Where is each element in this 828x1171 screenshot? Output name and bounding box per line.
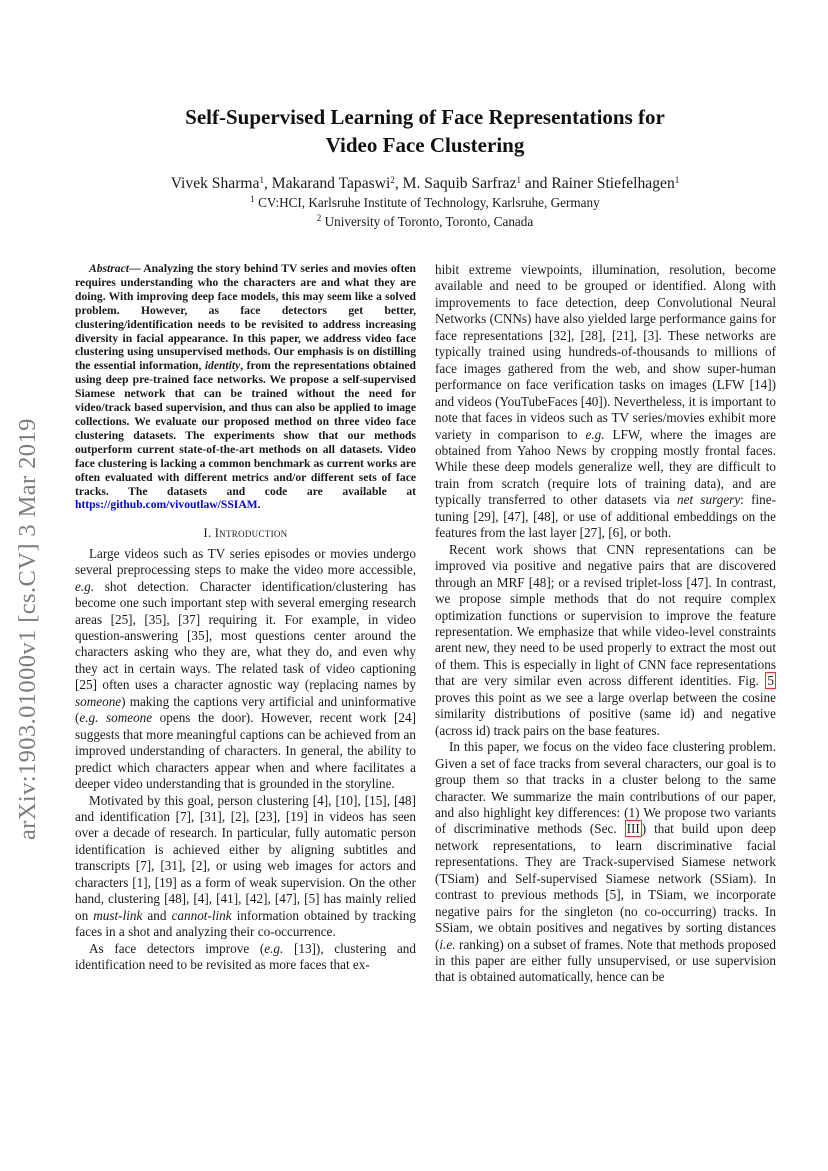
abstract-text: , from the representations obtained using deep pre-trained face networks. We propose a self-supervised Siamese network that can be trained without the need for video/track based supervision, and thus can also be applied to image collections. We evaluate our proposed method on three video face clustering datasets. The experiments show that our methods outperform current state-of-the-art methods on all datasets. Video face clustering is lacking a common benchmark as current works are often evaluated with different metrics and/or different sets of face tracks. The datasets and code are available at (75, 359, 416, 498)
paragraph-text: : fine-tuning [29], [47], [48], or use of additional embeddings on the features from the last layer [27], [6], or both. (435, 492, 776, 541)
paragraph-text: and (142, 907, 172, 923)
intro-paragraph-2 (75, 793, 416, 941)
abstract (75, 262, 416, 512)
paragraph-text: hibit extreme viewpoints, illumination, resolution, become available and need to be grouped or identified. Along with improvements to face detection, deep Convolutional Neural Networks (CNNs) have also yielded large performance gains for face representations [32], [28], [21], [3]. These networks are typically trained using hundreds-of-thousands to millions of face images gathered from the web, and show super-human performance on face verification tasks on images (LFW [14]) and videos (YouTubeFaces [40]). Nevertheless, it is important to note that faces in videos such as TV series/movies exhibit more variety in comparison to (435, 262, 777, 442)
title-line-1: Self-Supervised Learning of Face Representations for (185, 105, 665, 129)
affiliation-marker: 1 (259, 175, 264, 185)
paragraph-italic: net surgery (677, 492, 741, 508)
right-column (435, 262, 776, 986)
author-list (70, 174, 780, 194)
code-link[interactable]: https://github.com/vivoutlaw/SSIAM (75, 498, 258, 512)
title-line-2: Video Face Clustering (325, 133, 525, 157)
paragraph-text: As face detectors improve ( (89, 940, 265, 956)
paragraph-text: opens the door). However, recent work [24] suggests that more meaningful captions can be achieved from an improved understanding of characters. In general, the ability to predict which characters appear when and where facilitates a deeper video understanding that is grounded in the storyline. (75, 710, 417, 792)
author-name: , Makarand Tapaswi (263, 175, 391, 192)
abstract-dash: — (128, 262, 144, 275)
intro-paragraph-3 (75, 941, 416, 974)
affiliation-1 (70, 194, 780, 212)
paragraph-italic: someone (75, 693, 122, 709)
section-title: Introduction (214, 526, 288, 541)
paragraph-text: Motivated by this goal, person clustering [4], [10], [15], [48] and identification [7], [31], [2], [23], [19] in videos has seen over a decade of research. In particular, fully automatic person identification is achieved either by aligning subtitles and transcripts [7], [31], [2], or using web images for actors and characters [1], [19] as a form of weak supervision. On the other hand, clustering [48], [4], [41], [42], [47], [5] has mainly relied on (75, 792, 416, 923)
abstract-text: Analyzing the story behind TV series and movies often requires understanding who the characters are and what they are doing. With improving deep face models, this may seem like a solved problem. However, as face detectors get better, clustering/identification needs to be revisited to address increasing diversity in facial appearance. In this paper, we address video face clustering using unsupervised methods. Our emphasis is on distilling the essential information, (75, 262, 416, 373)
affiliation-marker: 1 (674, 175, 680, 185)
affiliation-marker: 2 (316, 213, 322, 223)
paragraph-italic: e.g. someone (79, 710, 153, 726)
paragraph-text: Recent work shows that CNN representations can be improved via positive and negative pairs that are discovered through an MRF [48]; or a revised triplet-loss [47]. In contrast, we propose simple methods that do not require complex optimization functions or supervision to improve the feature representation. We emphasize that while video-level constraints arent new, they need to be used properly to extract the most out of them. This is especially in light of CNN face representations that are very similar even across different identities. Fig. (435, 541, 776, 689)
affiliation-marker: 1 (516, 175, 522, 185)
paragraph-text: proves this point as we see a large overlap between the cosine similarity distributions of positive (same id) and negative (across id) track pairs on the base features. (435, 689, 776, 738)
figure-reference-link[interactable]: 5 (767, 673, 774, 689)
affiliation-text: University of Toronto, Toronto, Canada (321, 214, 534, 229)
paper-title (70, 103, 780, 159)
paragraph-italic: i.e. (439, 936, 456, 952)
paragraph-italic: must-link (93, 907, 143, 923)
abstract-emphasis: identity (204, 359, 241, 373)
paragraph-text: information obtained by tracking faces in a shot and analyzing their co-occurrence. (75, 907, 416, 940)
paragraph-text: ) making the captions very artificial and uninformative ( (75, 693, 416, 726)
paragraph-italic: e.g. (264, 940, 284, 956)
affiliation-marker: 1 (250, 194, 255, 204)
intro-paragraph-5 (435, 739, 776, 986)
author-name: , M. Saquib Sarfraz (394, 175, 517, 192)
section-heading-introduction (75, 525, 416, 541)
section-number: I. (203, 526, 215, 541)
paragraph-text: ranking) on a subset of frames. Note that methods proposed in this paper are either fully unsupervised, or use supervision that is obtained automatically, hence can be (435, 936, 776, 985)
paragraph-italic: cannot-link (171, 907, 232, 923)
paragraph-text: Large videos such as TV series episodes or movies undergo several preprocessing steps to make the video more accessible, (75, 545, 416, 578)
paragraph-italic: e.g. (585, 426, 605, 442)
affiliation-text: CV:HCI, Karlsruhe Institute of Technology, Karlsruhe, Germany (254, 195, 600, 210)
paragraph-italic: e.g. (75, 578, 95, 594)
paragraph-text: shot detection. Character identification/clustering has become one such important step with several emerging research areas [25], [35], [37] requiring it. For example, in video question-answering [35], most questions center around the characters asking who they are, what they do, and even why they act in certain ways. The related task of video captioning [25] often uses a character agnostic way (replacing names by (75, 578, 416, 693)
arxiv-identifier-stamp: arXiv:1903.01000v1 [cs.CV] 3 Mar 2019 (14, 418, 41, 840)
paragraph-text: LFW, where the images are obtained from Yahoo News by cropping mostly frontal faces. While these deep models generalize well, they are difficult to train from scratch (require lots of training data), and are typically transferred to other datasets via (435, 426, 777, 508)
intro-paragraph-1 (75, 546, 416, 793)
intro-paragraph-3-continued (435, 262, 776, 542)
author-name: and Rainer Stiefelhagen (521, 175, 675, 192)
paragraph-text: [13]), clustering and identification need to be revisited as more faces that ex- (75, 940, 416, 973)
affiliation-2 (70, 213, 780, 231)
left-column (75, 262, 416, 974)
paragraph-text: In this paper, we focus on the video face clustering problem. Given a set of face tracks from several characters, our goal is to group them so that tracks in a cluster belong to the same character. We summarize the main contributions of our paper, and also highlight key differences: (1) We propose two variants of discriminative methods (Sec. (435, 739, 776, 837)
paragraph-text: ) that build upon deep network representations, to learn discriminative facial representations. They are Track-supervised Siamese network (TSiam) and Self-supervised Siamese network (SSiam). In contrast to previous methods [5], in TSiam, we incorporate negative pairs for the singleton (no co-occurring) tracks. In SSiam, we obtain positives and negatives by sorting distances ( (435, 821, 776, 952)
intro-paragraph-4 (435, 542, 776, 739)
affiliation-marker: 2 (390, 175, 395, 185)
section-reference-link[interactable]: III (626, 821, 640, 837)
abstract-end: . (257, 498, 261, 512)
abstract-label: Abstract (89, 262, 129, 275)
author-name: Vivek Sharma (170, 175, 260, 192)
